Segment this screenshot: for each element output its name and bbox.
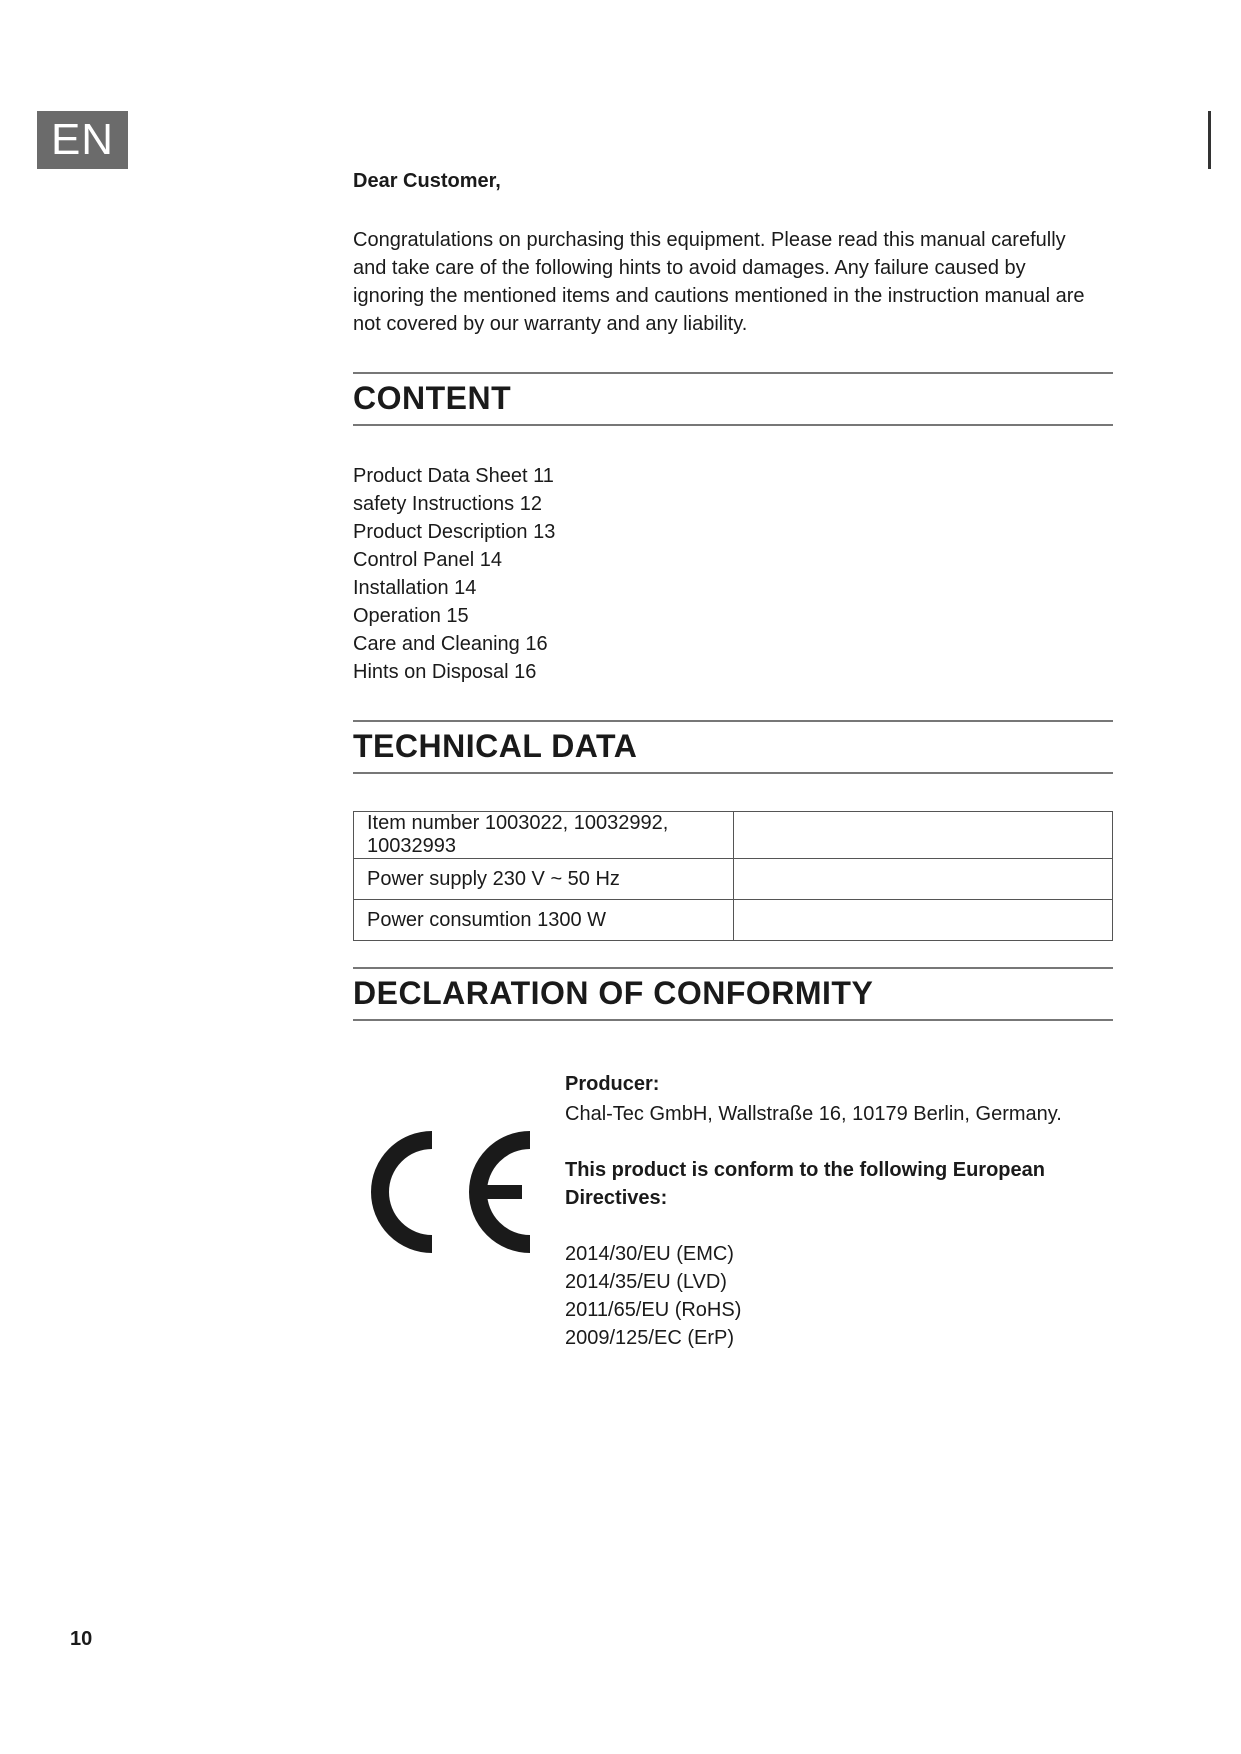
producer-address: Chal-Tec GmbH, Wallstraße 16, 10179 Berlin, Germany. bbox=[565, 1103, 1062, 1125]
table-cell-label: Item number 1003022, 10032992, 10032993 bbox=[354, 812, 734, 859]
table-of-contents bbox=[353, 462, 1113, 686]
declaration-heading: DECLARATION OF CONFORMITY bbox=[353, 975, 874, 1011]
page-number: 10 bbox=[70, 1628, 93, 1650]
technical-rule-bottom bbox=[353, 772, 1113, 774]
declaration-rule-bottom bbox=[353, 1019, 1113, 1021]
directive-item: 2014/35/EU (LVD) bbox=[565, 1271, 727, 1293]
toc-item: Care and Cleaning 16 bbox=[353, 633, 548, 655]
toc-item: Product Data Sheet 11 bbox=[353, 465, 554, 487]
intro-paragraph: Congratulations on purchasing this equipment. Please read this manual carefully and take care of the following hints to avoid damages. Any failure caused by ignoring the mentioned items and cautions mentioned in the instruction manual are not covered by our warranty and any liability. bbox=[353, 229, 1085, 335]
technical-rule-top bbox=[353, 720, 1113, 722]
ce-mark-icon bbox=[370, 1130, 536, 1254]
declaration-rule-top bbox=[353, 967, 1113, 969]
directive-item: 2014/30/EU (EMC) bbox=[565, 1243, 734, 1265]
table-cell-label: Power consumtion 1300 W bbox=[354, 900, 734, 941]
toc-item: Hints on Disposal 16 bbox=[353, 661, 537, 683]
table-cell-label: Power supply 230 V ~ 50 Hz bbox=[354, 859, 734, 900]
language-tab: EN bbox=[37, 111, 128, 169]
content-rule-top bbox=[353, 372, 1113, 374]
directives-list bbox=[565, 1240, 741, 1352]
toc-item: Product Description 13 bbox=[353, 521, 556, 543]
greeting: Dear Customer, bbox=[353, 170, 501, 192]
producer-label: Producer: bbox=[565, 1073, 660, 1095]
directive-item: 2011/65/EU (RoHS) bbox=[565, 1299, 742, 1321]
toc-item: safety Instructions 12 bbox=[353, 493, 542, 515]
toc-item: Operation 15 bbox=[353, 605, 469, 627]
conform-text: This product is conform to the following European Directives: bbox=[565, 1159, 1045, 1209]
page-edge-marker bbox=[1208, 111, 1211, 169]
technical-heading: TECHNICAL DATA bbox=[353, 728, 638, 764]
table-cell-value bbox=[733, 900, 1113, 941]
table-row bbox=[354, 812, 1113, 859]
toc-item: Installation 14 bbox=[353, 577, 477, 599]
table-row bbox=[354, 859, 1113, 900]
table-row bbox=[354, 900, 1113, 941]
content-heading: CONTENT bbox=[353, 380, 512, 416]
toc-item: Control Panel 14 bbox=[353, 549, 502, 571]
technical-data-table bbox=[353, 811, 1113, 941]
directive-item: 2009/125/EC (ErP) bbox=[565, 1327, 734, 1349]
table-cell-value bbox=[733, 859, 1113, 900]
content-rule-bottom bbox=[353, 424, 1113, 426]
table-cell-value bbox=[733, 812, 1113, 859]
